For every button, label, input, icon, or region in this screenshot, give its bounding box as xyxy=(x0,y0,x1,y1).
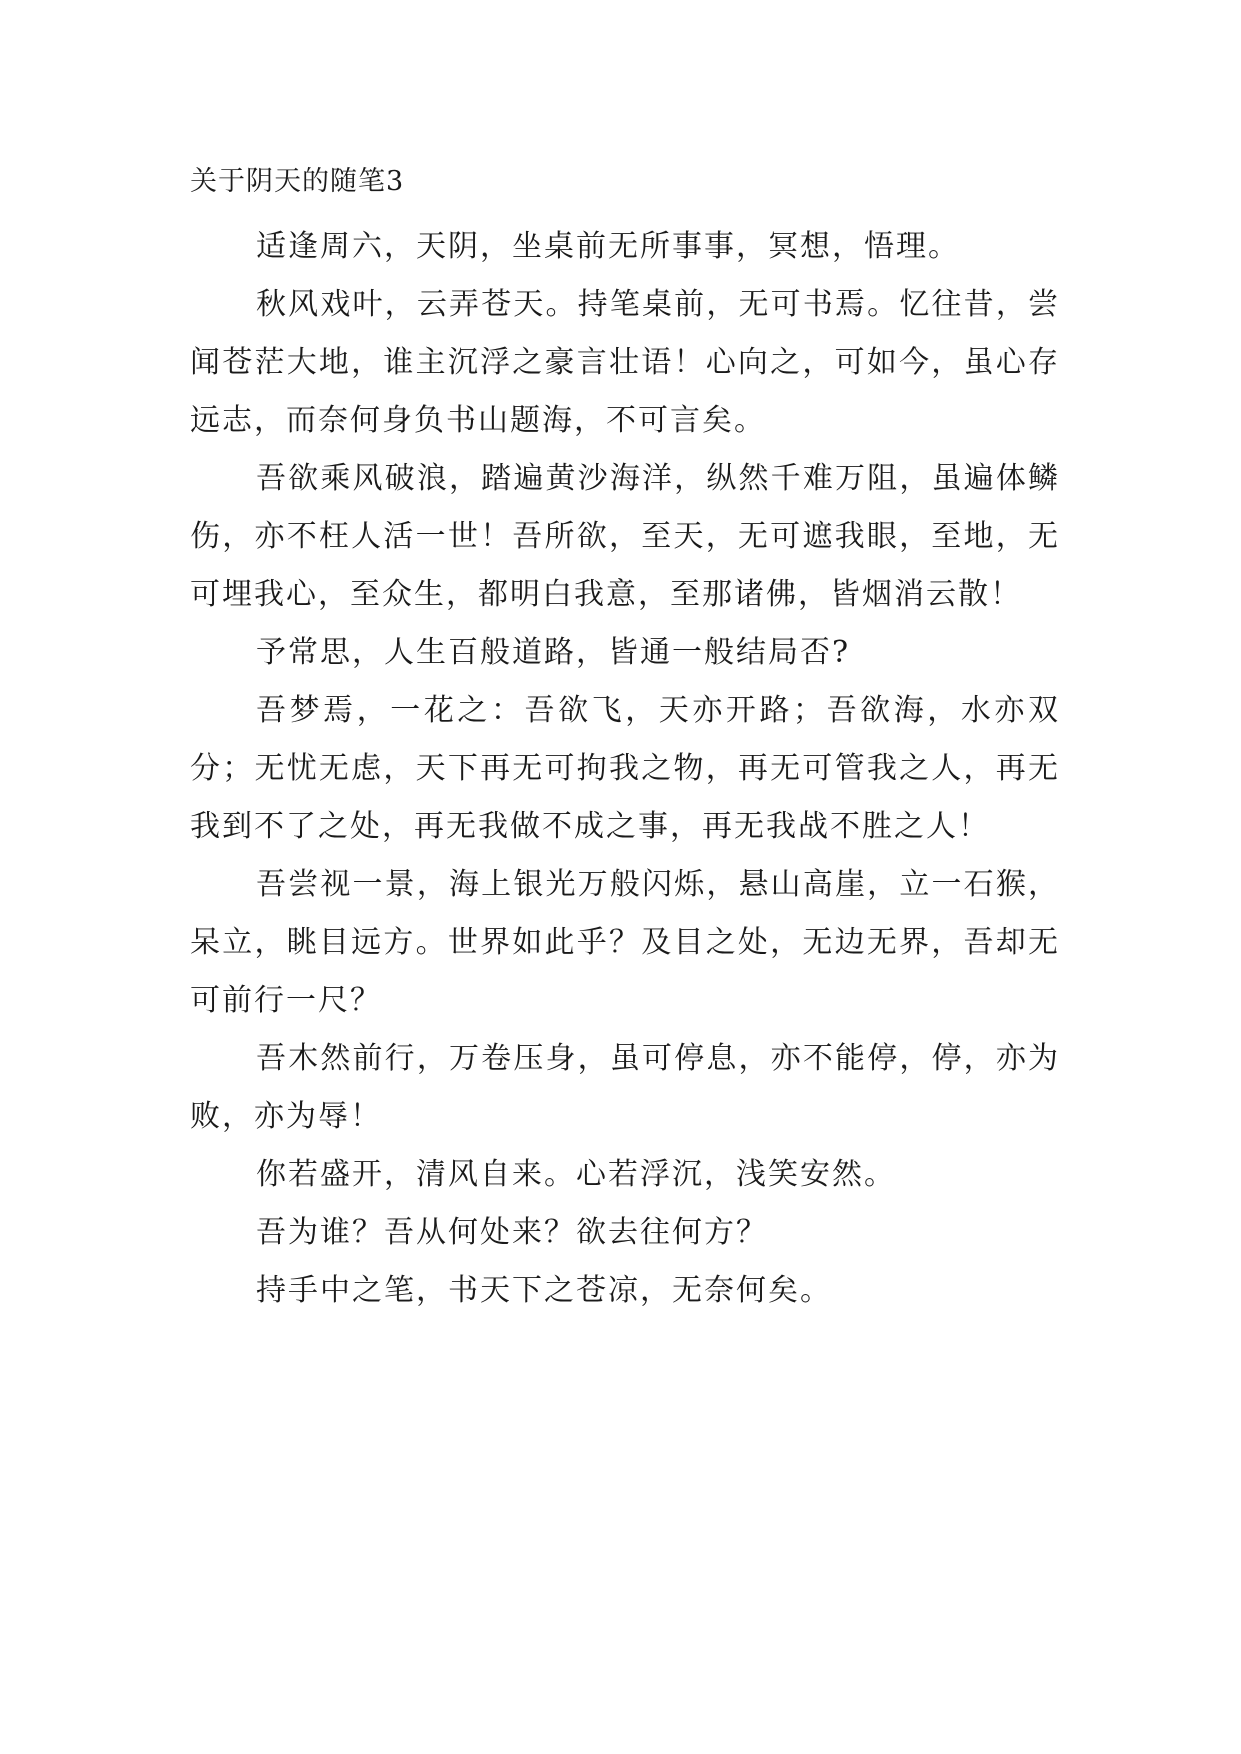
paragraph: 吾尝视一景，海上银光万般闪烁，悬山高崖，立一石猴，呆立，眺目远方。世界如此乎？及目之处，无边无界，吾却无可前行一尺？ xyxy=(190,867,1060,1018)
paragraph: 吾梦焉，一花之：吾欲飞，天亦开路；吾欲海，水亦双分；无忧无虑，天下再无可拘我之物，再无可管我之人，再无我到不了之处，再无我做不成之事，再无我战不胜之人！ xyxy=(190,693,1060,844)
paragraph: 你若盛开，清风自来。心若浮沉，浅笑安然。 xyxy=(256,1157,896,1192)
document-title: 关于阴天的随笔3 xyxy=(190,166,405,197)
paragraph: 秋风戏叶，云弄苍天。持笔桌前，无可书焉。忆往昔，尝闻苍茫大地，谁主沉浮之豪言壮语！心向之，可如今，虽心存远志，而奈何身负书山题海，不可言矣。 xyxy=(190,287,1060,438)
paragraph: 持手中之笔，书天下之苍凉，无奈何矣。 xyxy=(256,1273,832,1308)
paragraph: 吾为谁？吾从何处来？欲去往何方？ xyxy=(256,1215,768,1250)
paragraph: 予常思，人生百般道路，皆通一般结局否? xyxy=(256,635,851,670)
paragraph: 适逢周六，天阴，坐桌前无所事事，冥想，悟理。 xyxy=(256,229,960,264)
paragraph: 吾欲乘风破浪，踏遍黄沙海洋，纵然千难万阻，虽遍体鳞伤，亦不枉人活一世！吾所欲，至天，无可遮我眼，至地，无可埋我心，至众生，都明白我意，至那诸佛，皆烟消云散！ xyxy=(190,461,1060,612)
document-body xyxy=(190,160,1060,1320)
paragraph: 吾木然前行，万卷压身，虽可停息，亦不能停，停，亦为败，亦为辱！ xyxy=(190,1041,1060,1134)
